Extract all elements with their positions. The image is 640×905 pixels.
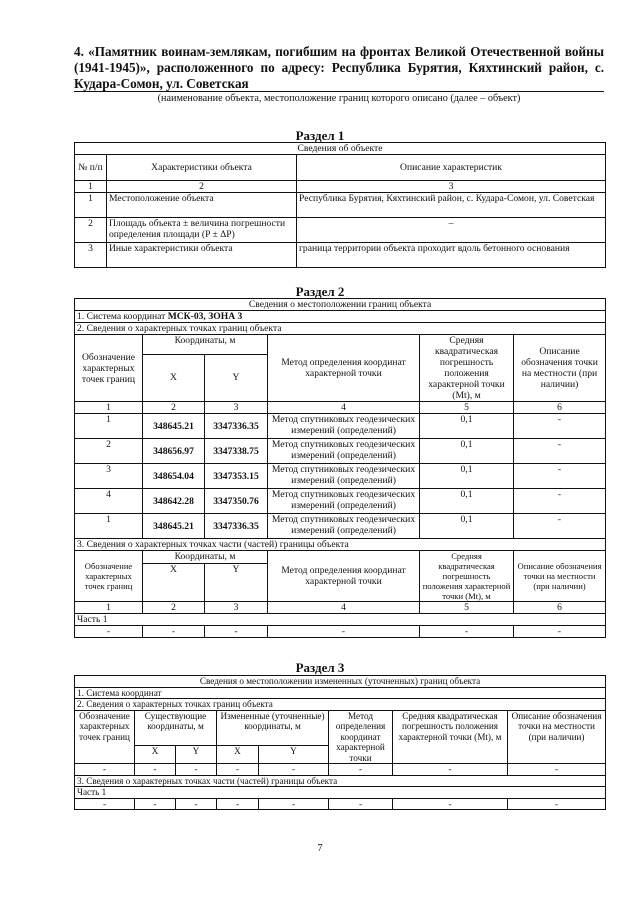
- s2-point-desc: -: [514, 464, 606, 489]
- s2-colnum: 2: [143, 402, 205, 414]
- s2-header-x: X: [143, 354, 205, 401]
- table-row: [75, 798, 606, 810]
- s2-empty-cell: -: [420, 626, 514, 638]
- s2-points-title: 2. Сведения о характерных точках границ объекта: [75, 323, 606, 335]
- s2-header-y: Y: [205, 354, 268, 401]
- s3-header-error: Средняя квадратическая погрешность положения характерной точки (Mt), м: [393, 710, 508, 764]
- s2p-header-description: Описание обозначения точки на местности (при наличии): [514, 551, 606, 602]
- s2-point-mt: 0,1: [420, 514, 514, 539]
- s3-empty-cell: -: [393, 764, 508, 776]
- section1-title: Раздел 1: [295, 128, 345, 143]
- s3-header-changed: Измененные (уточненные) координаты, м: [217, 710, 329, 746]
- section3-table-title: Сведения о местоположении измененных (уточненных) границ объекта: [75, 676, 606, 688]
- s2p-colnum: 4: [268, 602, 420, 614]
- section3-title: Раздел 3: [295, 660, 345, 675]
- s2p-colnum: 2: [143, 602, 205, 614]
- s2-colnum: 5: [420, 402, 514, 414]
- s2-point-method: Метод спутниковых геодезических измерений (определений): [268, 464, 420, 489]
- s2-point-number: 4: [75, 489, 143, 514]
- s2-coord-system-value: МСК-03, ЗОНА 3: [167, 311, 243, 322]
- s2p-header-x: X: [143, 564, 205, 602]
- s2-coord-system-label: 1. Система координат: [77, 311, 168, 322]
- s1-colnum: 3: [297, 181, 606, 193]
- section3-table: [74, 675, 606, 810]
- s3-header-existing-y: Y: [176, 746, 217, 764]
- s1-row-value: Республика Бурятия, Кяхтинский район, с. Кудара-Сомон, ул. Советская: [297, 193, 606, 218]
- table-row: [75, 514, 606, 539]
- s2-point-number: 1: [75, 414, 143, 439]
- section2-title: Раздел 2: [295, 284, 345, 299]
- s3p-empty-cell: -: [176, 798, 217, 810]
- s2p-colnum: 5: [420, 602, 514, 614]
- s2p-colnum: 6: [514, 602, 606, 614]
- s3-header-method: Метод определения координат характерной точки: [329, 710, 393, 764]
- s2-parts-title: 3. Сведения о характерных точках части (частей) границы объекта: [75, 539, 606, 551]
- s2-header-description: Описание обозначения точки на местности (при наличии): [514, 335, 606, 402]
- s2-point-number: 2: [75, 439, 143, 464]
- table-row: [75, 218, 606, 243]
- s2-header-method: Метод определения координат характерной точки: [268, 335, 420, 402]
- section1-table-title: Сведения об объекте: [75, 143, 606, 155]
- s2-point-desc: -: [514, 439, 606, 464]
- s2-point-mt: 0,1: [420, 414, 514, 439]
- s3p-empty-cell: -: [329, 798, 393, 810]
- s1-header-num: № п/п: [75, 155, 107, 181]
- page-number: 7: [317, 843, 323, 854]
- s3-header-existing-x: X: [135, 746, 176, 764]
- section2-table: [74, 298, 606, 638]
- s3-empty-cell: -: [135, 764, 176, 776]
- s2-point-y: 3347350.76: [205, 489, 268, 514]
- s2p-colnum: 1: [75, 602, 143, 614]
- table-row: [75, 464, 606, 489]
- table-row: [75, 626, 606, 638]
- s2-empty-cell: -: [268, 626, 420, 638]
- s3-header-changed-y: Y: [259, 746, 329, 764]
- s2-empty-cell: -: [514, 626, 606, 638]
- section2-table-title: Сведения о местоположении границ объекта: [75, 299, 606, 311]
- s3p-empty-cell: -: [259, 798, 329, 810]
- table-row: [75, 414, 606, 439]
- object-heading: 4. «Памятник воинам-землякам, погибшим на фронтах Великой Отечественной войны (1941-1945)», расположенного по адресу: Республика Бурятия, Кяхтинский район, с. Кудара-Сомон, ул. Советская: [74, 44, 604, 91]
- s2-point-x: 348642.28: [143, 489, 205, 514]
- s2p-header-designation: Обозначение характерных точек границ: [75, 551, 143, 602]
- s3-empty-cell: -: [508, 764, 606, 776]
- table-row: [75, 193, 606, 218]
- s2-coord-system: [75, 311, 606, 323]
- s3p-empty-cell: -: [75, 798, 135, 810]
- table-row: [75, 764, 606, 776]
- s3-header-changed-x: X: [217, 746, 259, 764]
- s1-row-characteristic: Площадь объекта ± величина погрешности определения площади (P ± ΔP): [107, 218, 297, 243]
- s2-point-x: 348656.97: [143, 439, 205, 464]
- s2-point-y: 3347338.75: [205, 439, 268, 464]
- s3-empty-cell: -: [217, 764, 259, 776]
- s3p-empty-cell: -: [508, 798, 606, 810]
- s3-parts-title: 3. Сведения о характерных точках части (частей) границы объекта: [75, 775, 606, 787]
- s3-header-description: Описание обозначения точки на местности (при наличии): [508, 710, 606, 764]
- s2-point-x: 348645.21: [143, 414, 205, 439]
- s2-point-mt: 0,1: [420, 489, 514, 514]
- s2p-header-method: Метод определения координат характерной точки: [268, 551, 420, 602]
- s3-empty-cell: -: [259, 764, 329, 776]
- s3p-empty-cell: -: [393, 798, 508, 810]
- s2-point-desc: -: [514, 514, 606, 539]
- s2-header-error: Средняя квадратическая погрешность положения характерной точки (Mt), м: [420, 335, 514, 402]
- s2-header-coords: Координаты, м: [143, 335, 268, 355]
- s2-colnum: 3: [205, 402, 268, 414]
- s1-row-value: граница территории объекта проходит вдоль бетонного основания: [297, 243, 606, 268]
- s2p-colnum: 3: [205, 602, 268, 614]
- s1-row-num: 3: [75, 243, 107, 268]
- s2-point-number: 1: [75, 514, 143, 539]
- table-row: [75, 439, 606, 464]
- s3-empty-cell: -: [75, 764, 135, 776]
- s2-point-method: Метод спутниковых геодезических измерений (определений): [268, 489, 420, 514]
- s3-header-designation: Обозначение характерных точек границ: [75, 710, 135, 764]
- s3-points-title: 2. Сведения о характерных точках границ объекта: [75, 699, 606, 711]
- s2-empty-cell: -: [75, 626, 143, 638]
- table-row: [75, 243, 606, 268]
- s2-colnum: 1: [75, 402, 143, 414]
- s1-row-num: 1: [75, 193, 107, 218]
- heading-underline: [74, 91, 604, 92]
- s2-point-y: 3347336.35: [205, 514, 268, 539]
- s2-empty-cell: -: [205, 626, 268, 638]
- s1-colnum: 1: [75, 181, 107, 193]
- s2-point-mt: 0,1: [420, 464, 514, 489]
- s2-point-x: 348654.04: [143, 464, 205, 489]
- s1-row-characteristic: Иные характеристики объекта: [107, 243, 297, 268]
- s2-point-y: 3347336.35: [205, 414, 268, 439]
- table-row: [75, 489, 606, 514]
- s2p-header-y: Y: [205, 564, 268, 602]
- s2-colnum: 4: [268, 402, 420, 414]
- s3-part-label: Часть 1: [75, 787, 606, 799]
- s2p-header-error: Средняя квадратическая погрешность положения характерной точки (Mt), м: [420, 551, 514, 602]
- s3p-empty-cell: -: [135, 798, 176, 810]
- s1-header-description: Описание характеристик: [297, 155, 606, 181]
- s2-point-method: Метод спутниковых геодезических измерений (определений): [268, 439, 420, 464]
- s2-point-desc: -: [514, 489, 606, 514]
- s2-point-y: 3347353.15: [205, 464, 268, 489]
- s2-point-method: Метод спутниковых геодезических измерений (определений): [268, 414, 420, 439]
- s2p-header-coords: Координаты, м: [143, 551, 268, 564]
- s3-coord-system: 1. Система координат: [75, 687, 606, 699]
- section1-table: [74, 142, 606, 268]
- s2-point-number: 3: [75, 464, 143, 489]
- s2-part-label: Часть 1: [75, 614, 606, 626]
- s1-row-value: –: [297, 218, 606, 243]
- s1-colnum: 2: [107, 181, 297, 193]
- s2-empty-cell: -: [143, 626, 205, 638]
- s3-header-existing: Существующие координаты, м: [135, 710, 217, 746]
- s1-row-num: 2: [75, 218, 107, 243]
- s3p-empty-cell: -: [217, 798, 259, 810]
- s2-colnum: 6: [514, 402, 606, 414]
- s3-empty-cell: -: [329, 764, 393, 776]
- s2-point-method: Метод спутниковых геодезических измерений (определений): [268, 514, 420, 539]
- s3-empty-cell: -: [176, 764, 217, 776]
- s2-point-x: 348645.21: [143, 514, 205, 539]
- object-caption: (наименование объекта, местоположение границ которого описано (далее – объект): [157, 93, 521, 104]
- s1-row-characteristic: Местоположение объекта: [107, 193, 297, 218]
- s2-header-designation: Обозначение характерных точек границ: [75, 335, 143, 402]
- s2-point-desc: -: [514, 414, 606, 439]
- s1-header-characteristics: Характеристики объекта: [107, 155, 297, 181]
- s2-point-mt: 0,1: [420, 439, 514, 464]
